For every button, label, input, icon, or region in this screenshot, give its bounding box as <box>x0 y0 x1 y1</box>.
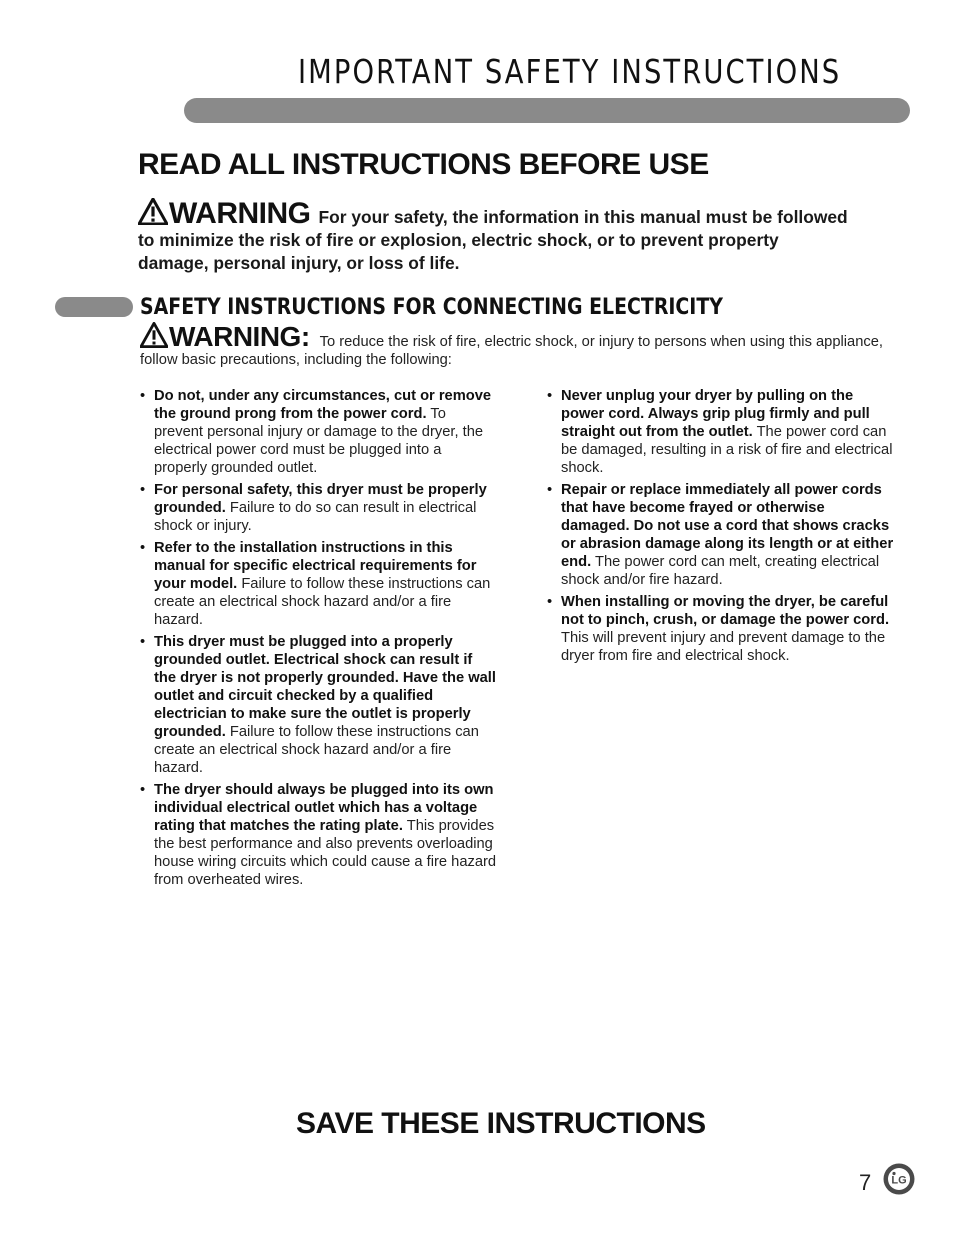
list-item-text: The power cord can melt, creating electrical shock and/or fire hazard. <box>561 554 880 588</box>
list-item <box>140 781 498 889</box>
list-item-text: This will prevent injury and prevent damage to the dryer from fire and electrical shock. <box>561 630 886 664</box>
warning-block <box>138 198 848 275</box>
warning-label: WARNING <box>169 197 311 230</box>
list-item-bold: Repair or replace immediately all power cords that have become frayed or otherwise damaged. Do not use a cord that shows cracks or abrasion damage along its length or at either end. <box>561 482 894 570</box>
warning-triangle-icon <box>138 198 168 225</box>
list-item <box>140 633 498 777</box>
section-warning-label: WARNING: <box>169 321 310 352</box>
list-item-bold: This dryer must be plugged into a properly grounded outlet. Electrical shock can result if the dryer is not properly grounded. Have the wall outlet and circuit checked by a qualified electrician to make sure the outlet is properly grounded. <box>154 634 496 740</box>
list-item <box>547 387 897 477</box>
section-warning-text: To reduce the risk of fire, electric shock, or injury to persons when using this appliance, follow basic precautions, including the following: <box>140 334 883 368</box>
lg-logo-text: LG <box>891 1174 907 1187</box>
list-item <box>547 593 897 665</box>
section-warning <box>140 322 886 369</box>
lg-logo <box>883 1163 915 1195</box>
list-item <box>140 539 498 629</box>
left-instruction-list <box>140 387 498 893</box>
right-instruction-list <box>547 387 897 669</box>
list-item-text: Failure to follow these instructions can create an electrical shock hazard and/or a fire hazard. <box>154 576 491 628</box>
page-header-title: IMPORTANT SAFETY INSTRUCTIONS <box>298 52 842 91</box>
list-item-bold: When installing or moving the dryer, be careful not to pinch, crush, or damage the power cord. <box>561 594 890 628</box>
list-item <box>140 387 498 477</box>
list-item-bold: Do not, under any circumstances, cut or remove the ground prong from the power cord. <box>154 388 492 422</box>
section-heading: SAFETY INSTRUCTIONS FOR CONNECTING ELECTRICITY <box>140 295 723 320</box>
list-item-text: To prevent personal injury or damage to the dryer, the electrical power cord must be plugged into a properly grounded outlet. <box>154 406 484 476</box>
list-item <box>547 481 897 589</box>
list-item-text: Failure to follow these instructions can create an electrical shock hazard and/or a fire hazard. <box>154 724 479 776</box>
list-item <box>140 481 498 535</box>
section-tab <box>55 297 133 317</box>
main-heading: READ ALL INSTRUCTIONS BEFORE USE <box>138 148 709 181</box>
list-item-text: This provides the best performance and also prevents overloading house wiring circuits which could cause a fire hazard from overheated wires. <box>154 818 497 888</box>
warning-triangle-icon <box>140 322 168 348</box>
list-item-bold: For personal safety, this dryer must be properly grounded. <box>154 482 487 516</box>
warning-text: For your safety, the information in this manual must be followed to minimize the risk of fire or explosion, electric shock, or to prevent property damage, personal injury, or loss of life. <box>138 207 848 273</box>
list-item-bold: The dryer should always be plugged into its own individual electrical outlet which has a voltage rating that matches the rating plate. <box>154 782 494 834</box>
save-instructions-heading: SAVE THESE INSTRUCTIONS <box>296 1107 706 1140</box>
page-number: 7 <box>859 1170 872 1195</box>
list-item-bold: Never unplug your dryer by pulling on the power cord. Always grip plug firmly and pull straight out from the outlet. <box>561 388 870 440</box>
header-bar <box>184 98 910 123</box>
list-item-text: Failure to do so can result in electrical shock or injury. <box>154 500 477 534</box>
list-item-bold: Refer to the installation instructions in this manual for specific electrical requirements for your model. <box>154 540 477 592</box>
list-item-text: The power cord can be damaged, resulting in a risk of fire and electrical shock. <box>561 424 893 476</box>
